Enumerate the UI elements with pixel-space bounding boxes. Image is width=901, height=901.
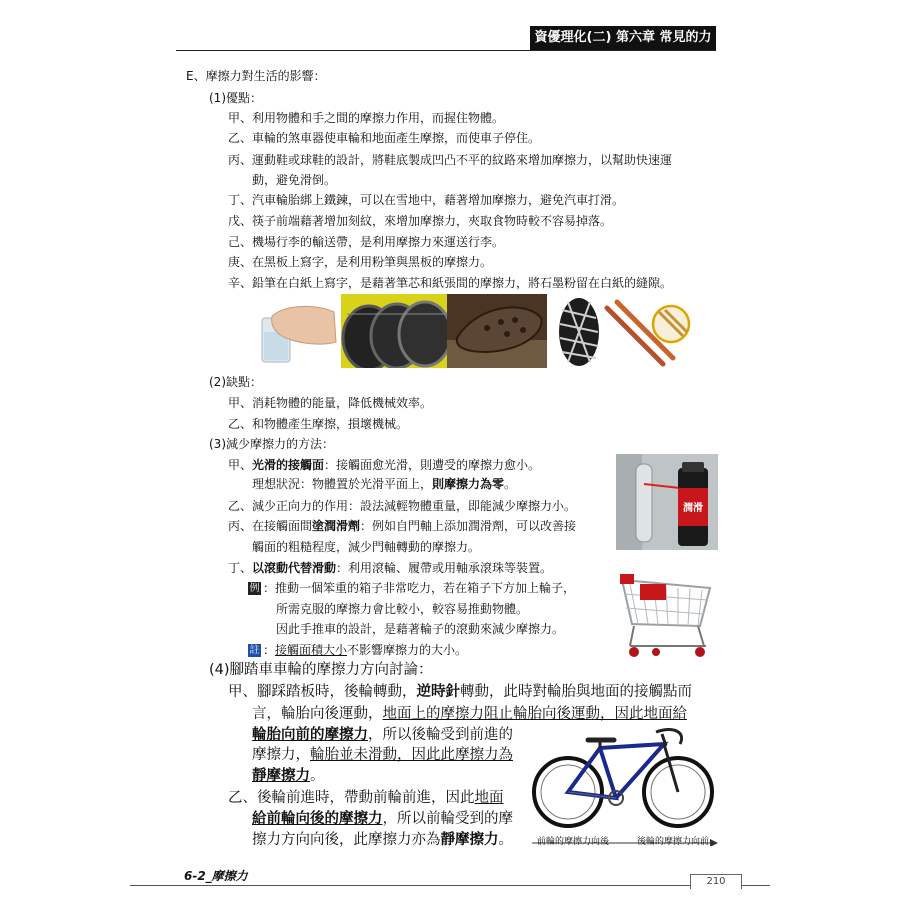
bike-jia-line: 言，輪胎向後運動，地面上的摩擦力阻止輪胎向後運動，因此地面給 [252,706,687,722]
advantage-item: 甲、利用物體和手之間的摩擦力作用，而握住物體。 [228,111,505,125]
bicycle-diagram [524,718,722,834]
ideal-condition: 理想狀況：物體置於光滑平面上，則摩擦力為零。 [252,477,517,491]
reduce-item-bing-cont: 觸面的粗糙程度，減少門軸轉動的摩擦力。 [252,540,481,554]
advantages-heading: (1)優點： [209,91,262,105]
tire-chain-photo [556,296,602,368]
footer-rule [130,885,770,886]
advantage-item: 庚、在黑板上寫字，是利用粉筆與黑板的摩擦力。 [228,255,493,269]
bike-heading: (4)腳踏車車輪的摩擦力方向討論： [209,662,433,678]
bike-jia-line: 摩擦力，輪胎並未滑動，因此此摩擦力為 [252,747,513,763]
example-line: 因此手推車的設計，是藉著輪子的滾動來減少摩擦力。 [276,622,565,636]
note-tag: 註 [249,645,260,656]
chopsticks-photo [603,298,691,368]
reduce-item-ding: 丁、以滾動代替滑動：利用滾輪、履帶或用軸承滾珠等裝置。 [228,561,553,575]
svg-text:潤滑: 潤滑 [683,503,703,514]
section-heading: E、摩擦力對生活的影響： [186,69,326,83]
advantage-item: 丁、汽車輪胎綁上鐵鍊，可以在雪地中，藉著增加摩擦力，避免汽車打滑。 [228,193,625,207]
reduce-item-bing: 丙、在接觸面間塗潤滑劑：例如自門軸上添加潤滑劑，可以改善接 [228,519,577,533]
advantage-item: 丙、運動鞋或球鞋的設計，將鞋底製成凹凸不平的紋路來增加摩擦力，以幫助快速運 [228,153,673,167]
hand-glass-photo [256,298,338,368]
reduce-item-jia: 甲、光滑的接觸面：接觸面愈光滑，則遭受的摩擦力愈小。 [228,458,541,472]
bike-jia-line: 輪胎向前的摩擦力，所以後輪受到前進的 [252,727,513,743]
bike-yi-line: 給前輪向後的摩擦力，所以前輪受到的摩 [252,811,513,827]
bike-jia-line: 靜摩擦力。 [252,768,325,784]
header-title: 資優理化(二) 第六章 常見的力 [530,26,716,50]
advantage-item: 辛、鉛筆在白紙上寫字，是藉著筆芯和紙張間的摩擦力，將石墨粉留在白紙的縫隙。 [228,276,673,290]
page-number: 210 [690,874,742,889]
disadvantages-heading: (2)缺點： [209,375,262,389]
note-line: 註 ：接觸面積大小不影響摩擦力的大小。 [249,643,468,657]
footer-section: 6-2_摩擦力 [184,869,248,883]
example-tag: 例 [249,583,260,594]
shoe-sole-photo [447,294,547,368]
disadvantage-item: 甲、消耗物體的能量，降低機械效率。 [228,396,433,410]
caption-rear-wheel: 後輪的摩擦力向前 [637,837,710,847]
example-line: 例 ：推動一個笨重的箱子非常吃力，若在箱子下方加上輪子， [249,581,576,595]
advantage-item-cont: 動，避免滑倒。 [252,173,337,187]
reduce-heading: (3)減少摩擦力的方法： [209,437,334,451]
caption-front-wheel: 前輪的摩擦力向後 [537,837,610,847]
advantage-item: 己、機場行李的輸送帶，是利用摩擦力來運送行李。 [228,235,505,249]
advantage-item: 乙、車輪的煞車器使車輪和地面產生摩擦，而使車子停住。 [228,131,541,145]
advantage-item: 戊、筷子前端藉著增加刻紋，來增加摩擦力，夾取食物時較不容易掉落。 [228,214,613,228]
shopping-cart-photo [616,568,716,660]
hinge-spray-photo [616,454,718,550]
disadvantage-item: 乙、和物體產生摩擦，損壞機械。 [228,417,409,431]
header-rule [176,50,716,51]
bike-yi-line: 乙、後輪前進時，帶動前輪前進，因此地面 [228,790,504,806]
example-line: 所需克服的摩擦力會比較小，較容易推動物體。 [276,602,529,616]
bike-jia-line: 甲、腳踩踏板時，後輪轉動，逆時針轉動，此時對輪胎與地面的接觸點而 [228,684,692,700]
tires-photo [341,294,447,368]
bike-yi-line: 擦力方向向後，此摩擦力亦為靜摩擦力。 [252,832,513,848]
reduce-item-yi: 乙、減少正向力的作用：設法減輕物體重量，即能減少摩擦力小。 [228,499,577,513]
